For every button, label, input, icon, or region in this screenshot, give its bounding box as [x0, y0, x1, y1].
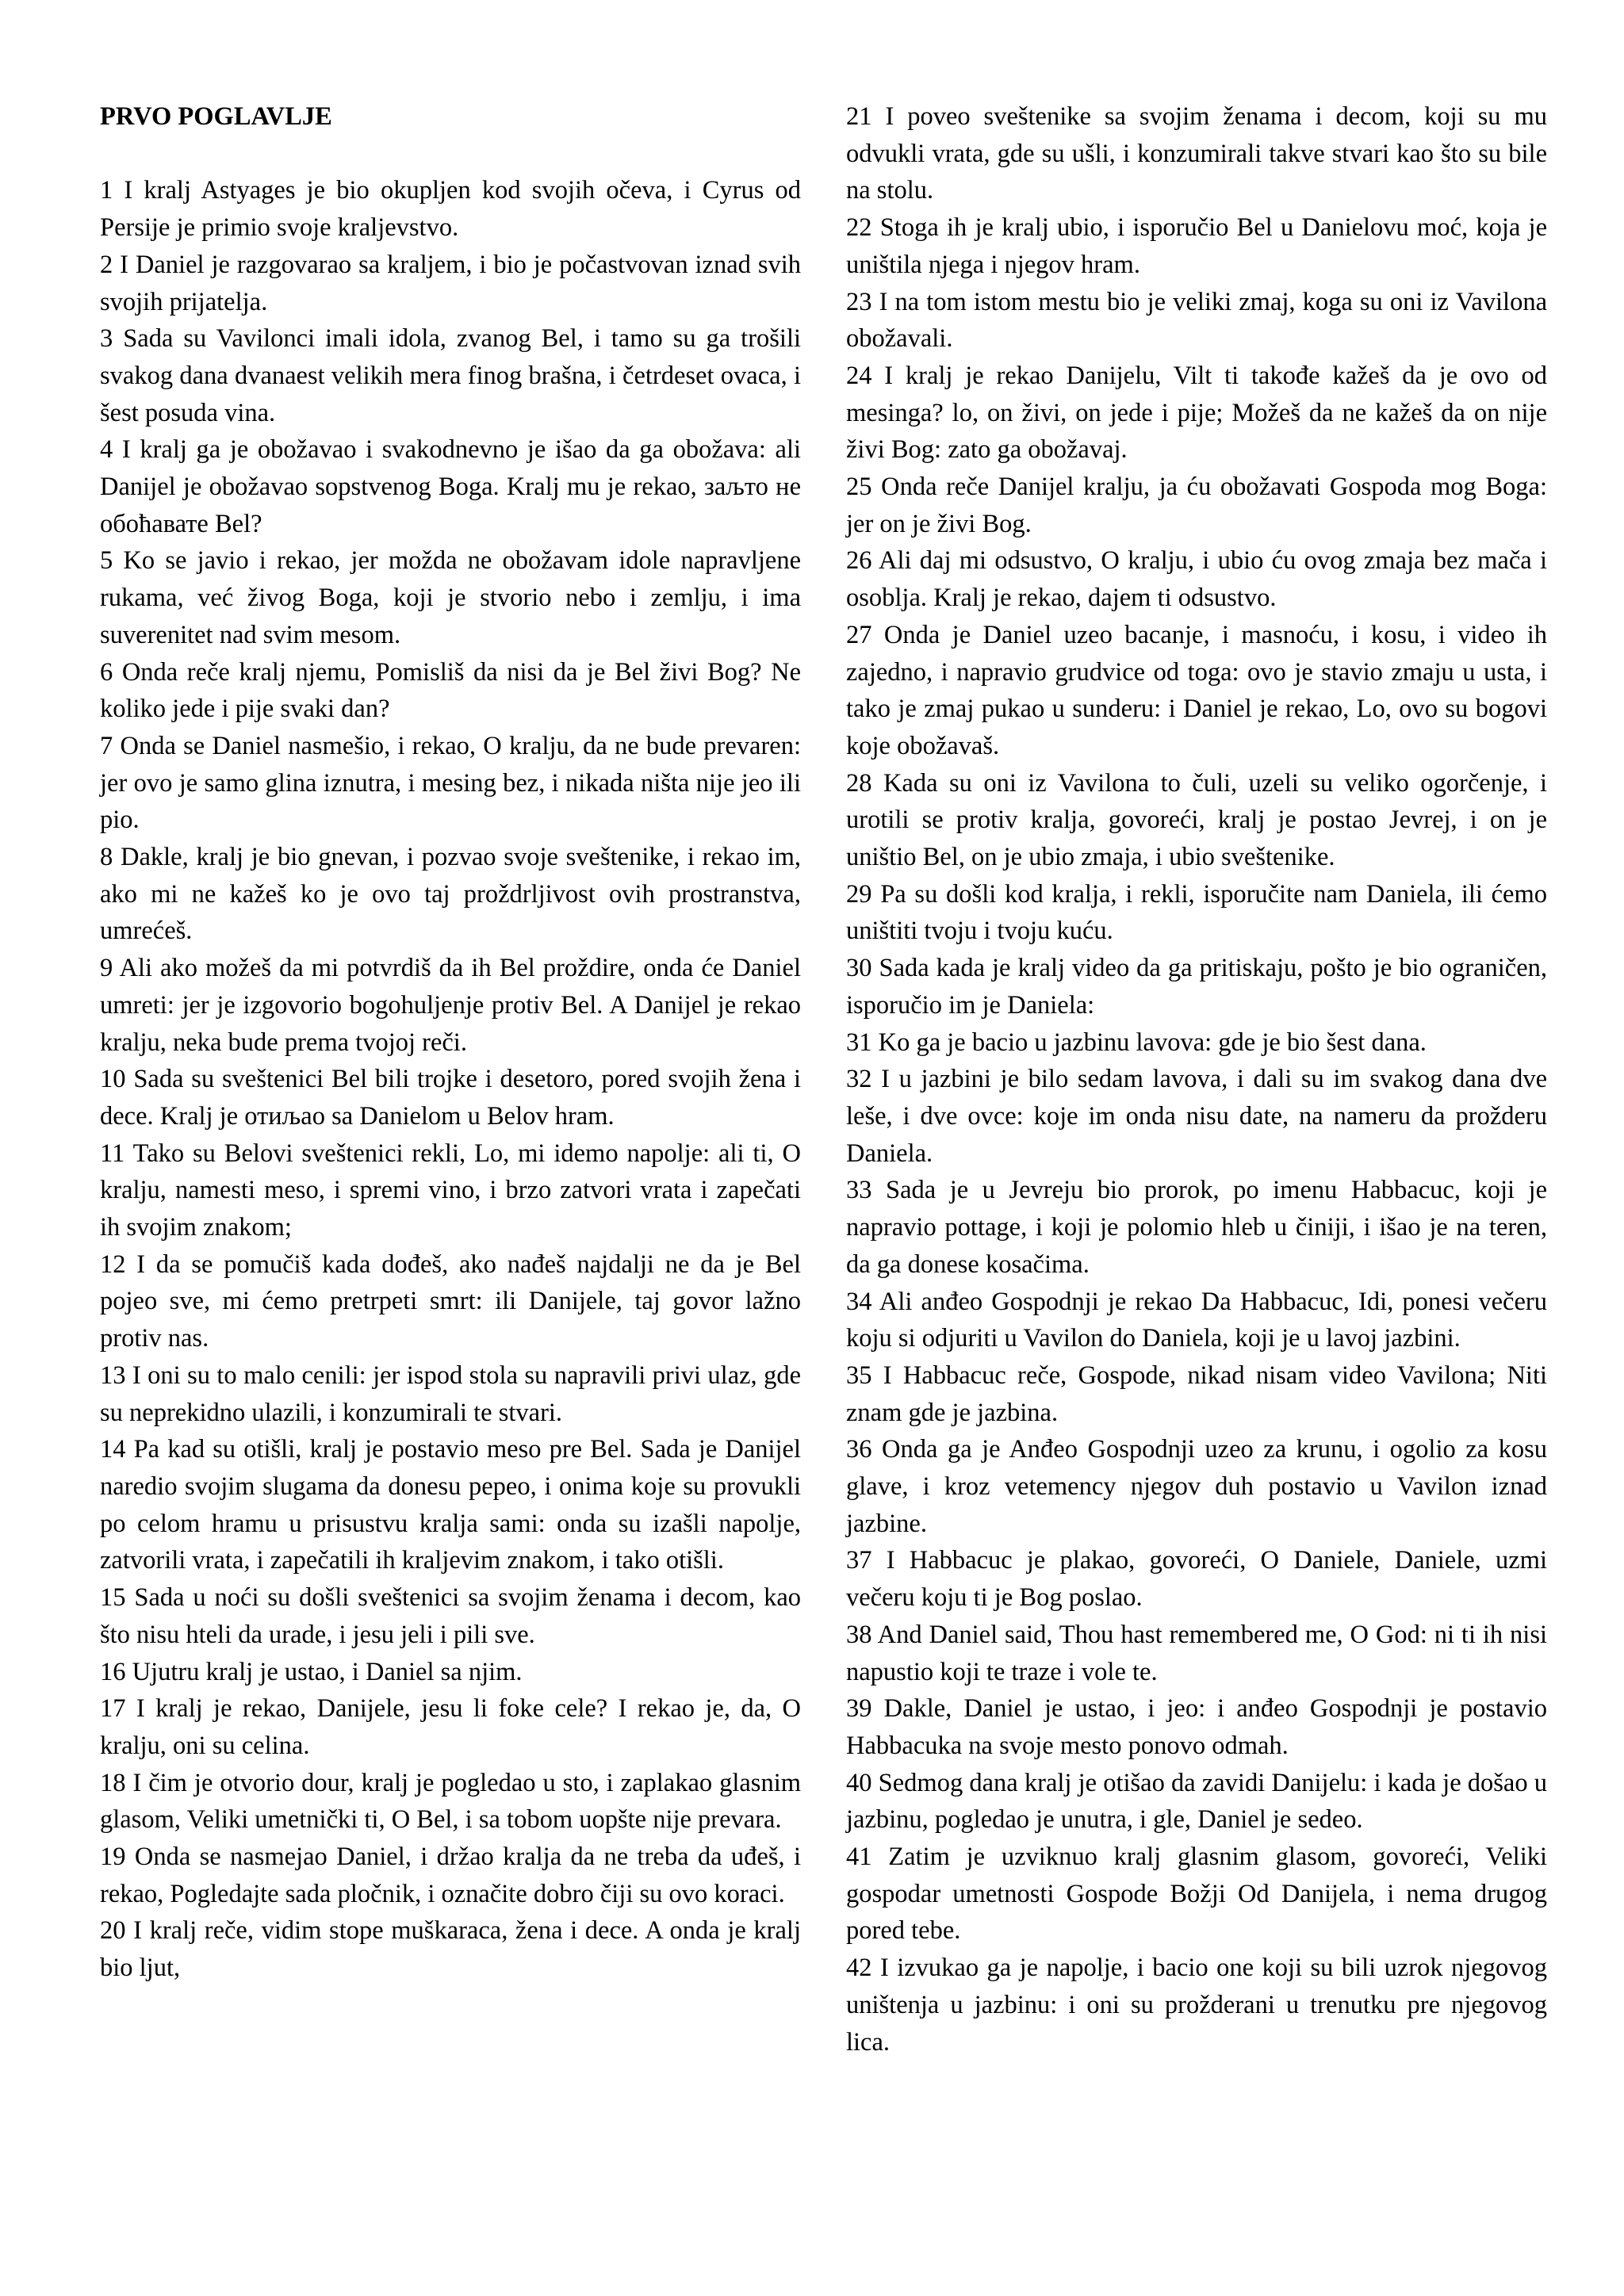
verse-number: 14 [100, 1435, 126, 1464]
verse-number: 9 [100, 954, 113, 983]
verse-text: Zatim je uzviknuo kralj glasnim glasom, govoreći, Veliki gospodar umetnosti Gospode Božji Od Danijela, i nema drugog pored tebe. [846, 1843, 1547, 1946]
verse-text: And Daniel said, Thou hast remembered me, O God: ni ti ih nisi napustio koji te traze i vole te. [846, 1620, 1547, 1686]
verse-number: 13 [100, 1360, 126, 1390]
verse-text: I Habbacuc je plakao, govoreći, O Daniele, Daniele, uzmi večeru koju ti je Bog poslao. [846, 1546, 1547, 1613]
verse-text: Onda je Daniel uzeo bacanje, i masnoću, i kosu, i video ih zajedno, i napravio grudvice od toga: ovo je stavio zmaju u usta, i tako je zmaj pukao u sunderu: i Daniel je rekao, Lo, ovo su bogovi koje obožavaš. [846, 620, 1548, 760]
verse-number: 15 [100, 1583, 126, 1613]
verse-text: I izvukao ga je napolje, i bacio one koji su bili uzrok njegovog uništenja u jazbinu: i oni su prožderani u trenutku pre njegovog lica. [846, 1954, 1548, 2057]
verse-number: 23 [846, 287, 872, 316]
verse-text: Onda ga je Anđeo Gospodnji uzeo za krunu, i ogolio za kosu glave, i kroz vetemency njegov duh postavio u Vavilon iznad jazbine. [846, 1435, 1548, 1538]
verse [100, 247, 801, 320]
verse [100, 1135, 801, 1246]
verse [846, 469, 1547, 542]
verse-text: Onda se Daniel nasmešio, i rekao, O kralju, da ne bude prevaren: jer ovo je samo glina iznutra, i mesing bez, i nikada ništa nije jeo ili pio. [100, 731, 801, 835]
verse-text: Ali daj mi odsustvo, O kralju, i ubio ću ovog zmaja bez mača i osoblja. Kralj je rekao, dajem ti odsustvo. [846, 546, 1547, 613]
verse-text: Sada su Vavilonci imali idola, zvanog Bel, i tamo su ga trošili svakog dana dvanaest velikih mera finog brašna, i četrdeset ovaca, i šest posuda vina. [100, 324, 802, 427]
verse [100, 1912, 801, 1986]
verse-number: 7 [100, 731, 113, 760]
verse [100, 728, 801, 839]
verse [846, 1542, 1547, 1616]
verse-text: Sada je u Jevreju bio prorok, po imenu Habbacuc, koji je napravio pottage, i koji je polomio hleb u činiji, i išao je na teren, da ga donese kosačima. [846, 1176, 1547, 1279]
verse-number: 2 [100, 250, 113, 279]
verse [100, 320, 801, 431]
verse-text: Tako su Belovi sveštenici rekli, Lo, mi idemo napolje: ali ti, O kralju, namesti meso, i spremi vino, i brzo zatvori vrata i zapečati ih svojim znakom; [100, 1138, 801, 1242]
verse-number: 24 [846, 361, 872, 390]
verse-number: 10 [100, 1065, 126, 1094]
verse [846, 876, 1547, 950]
verse-text: Onda se nasmejao Daniel, i držao kralja da ne treba da uđeš, i rekao, Pogledajte sada pločnik, i označite dobro čiji su ovo koraci. [100, 1843, 801, 1908]
verse-text: Pa su došli kod kralja, i rekli, isporučite nam Daniela, ili ćemo uništiti tvoju i tvoju kuću. [846, 879, 1548, 946]
verse [846, 1839, 1547, 1950]
verse-number: 42 [846, 1954, 872, 1983]
verse [846, 98, 1547, 209]
verse [846, 1061, 1547, 1172]
verse-number: 32 [846, 1065, 872, 1094]
verse-number: 36 [846, 1435, 872, 1464]
verse-text: Dakle, kralj je bio gnevan, i pozvao svoje sveštenike, i rekao im, ako mi ne kažeš ko je ovo taj proždrljivost ovih prostranstva, umrećeš. [100, 843, 801, 946]
verse-text: Onda reče Danijel kralju, ja ću obožavati Gospoda mog Boga: jer on je živi Bog. [846, 473, 1547, 538]
verse-number: 40 [846, 1768, 872, 1797]
verse-text: Dakle, Daniel je ustao, i jeo: i anđeo Gospodnji je postavio Habbacuka na svoje mesto ponovo odmah. [846, 1694, 1548, 1760]
verse [846, 209, 1547, 283]
verse [846, 1357, 1547, 1431]
verse-text: I poveo sveštenike sa svojim ženama i decom, koji su mu odvukli vrata, gde su ušli, i konzumirali takve stvari kao što su bile na stolu. [846, 102, 1547, 205]
verse-number: 39 [846, 1694, 872, 1724]
verse-text: I kralj ga je obožavao i svakodnevno je išao da ga obožava: ali Danijel je obožavao sopstvenog Boga. Kralj mu je rekao, заљто не обоћавате Bel? [100, 435, 801, 538]
verse-number: 11 [100, 1138, 125, 1168]
verse [100, 950, 801, 1061]
chapter-heading: PRVO POGLAVLJE [100, 102, 332, 131]
verse-number: 27 [846, 620, 872, 649]
verse-number: 20 [100, 1916, 126, 1946]
verse-text: Ko se javio i rekao, jer možda ne obožavam idole napravljene rukama, već živog Boga, koji je stvorio nebo i zemlju, i ima suverenitet nad svim mesom. [100, 546, 802, 649]
verse-text: I Daniel je razgovarao sa kraljem, i bio je počastvovan iznad svih svojih prijatelja. [100, 250, 801, 316]
verse-number: 30 [846, 954, 872, 983]
verse [846, 358, 1547, 469]
verse-number: 5 [100, 546, 113, 576]
verse-number: 41 [846, 1843, 872, 1872]
verse-number: 4 [100, 435, 113, 465]
verse-text: I kralj Astyages je bio okupljen kod svojih očeva, i Cyrus od Persije je primio svoje kraljevstvo. [100, 176, 802, 243]
verse [846, 765, 1547, 876]
verse [100, 542, 801, 653]
verse-number: 28 [846, 768, 872, 798]
verse-number: 37 [846, 1546, 872, 1575]
verse-number: 29 [846, 879, 872, 909]
verse-text: I čim je otvorio dour, kralj je pogledao u sto, i zaplakao glasnim glasom, Veliki umetnički ti, O Bel, i sa tobom uopšte nije prevara. [100, 1768, 802, 1835]
verse-number: 33 [846, 1176, 872, 1205]
verse [100, 1579, 801, 1653]
verse [846, 1617, 1547, 1690]
verse-text: I Habbacuc reče, Gospode, nikad nisam video Vavilona; Niti znam gde je jazbina. [846, 1360, 1547, 1427]
verse-text: Sedmog dana kralj je otišao da zavidi Danijelu: i kada je došao u jazbinu, pogledao je unutra, i gle, Daniel je sedeo. [846, 1768, 1548, 1835]
verse [100, 1431, 801, 1579]
verse-number: 1 [100, 176, 113, 205]
verse-text: Ko ga je bacio u jazbinu lavova: gde je bio šest dana. [878, 1027, 1427, 1057]
verse [846, 1284, 1547, 1357]
verse-number: 6 [100, 657, 113, 687]
verse-text: Sada u noći su došli sveštenici sa svojim ženama i decom, kao što nisu hteli da urade, i jesu jeli i pili sve. [100, 1583, 801, 1649]
verse-text: Kada su oni iz Vavilona to čuli, uzeli su veliko ogorčenje, i urotili se protiv kralja, govoreći, kralj je postao Jevrej, i on je uništio Bel, on je ubio zmaja, i ubio sveštenike. [846, 768, 1547, 872]
verse-text: Sada su sveštenici Bel bili trojke i desetoro, pored svojih žena i dece. Kralj je отиљао sa Danielom u Belov hram. [100, 1065, 801, 1131]
verse-text: Ujutru kralj je ustao, i Daniel sa njim. [132, 1657, 523, 1686]
right-column [846, 98, 1547, 2061]
verse [100, 839, 801, 950]
verse-number: 19 [100, 1843, 126, 1872]
verse [846, 542, 1547, 616]
verse-text: Sada kada je kralj video da ga pritiskaju, pošto je bio ograničen, isporučio im je Daniela: [846, 954, 1548, 1020]
verse [846, 1172, 1547, 1283]
verse-number: 34 [846, 1287, 872, 1316]
verse-number: 3 [100, 324, 113, 354]
verse [846, 950, 1547, 1024]
verse-number: 21 [846, 102, 872, 131]
verse-number: 38 [846, 1620, 872, 1649]
verse-number: 12 [100, 1249, 126, 1279]
verse [100, 1654, 801, 1691]
verse [100, 1765, 801, 1839]
verse-text: I da se pomučiš kada dođeš, ako nađeš najdalji ne da je Bel pojeo sve, mi ćemo pretrpeti smrt: ili Danijele, taj govor lažno protiv nas. [100, 1249, 802, 1353]
verse-text: Ali ako možeš da mi potvrdiš da ih Bel proždire, onda će Daniel umreti: jer je izgovorio bogohuljenje protiv Bel. A Danijel je rekao kralju, neka bude prema tvojoj reči. [100, 954, 801, 1057]
verse-number: 16 [100, 1657, 126, 1686]
verse-number: 22 [846, 213, 872, 243]
verse [100, 1357, 801, 1431]
verse-text: I kralj je rekao, Danijele, jesu li foke cele? I rekao je, da, O kralju, oni su celina. [100, 1694, 802, 1760]
verse-text: I na tom istom mestu bio je veliki zmaj, koga su oni iz Vavilona obožavali. [846, 287, 1547, 354]
verse [100, 1690, 801, 1764]
verse [846, 1431, 1547, 1542]
verse-number: 25 [846, 473, 872, 502]
verse [846, 617, 1547, 765]
verse-text: Onda reče kralj njemu, Pomisliš da nisi da je Bel živi Bog? Ne koliko jede i pije svaki dan? [100, 657, 801, 724]
verse [846, 1690, 1547, 1764]
verse [100, 172, 801, 246]
left-column [100, 98, 801, 1987]
verse-text: Ali anđeo Gospodnji je rekao Da Habbacuc, Idi, ponesi večeru koju si odjuriti u Vavilon do Daniela, koji je u lavoj jazbini. [846, 1287, 1547, 1353]
right-verse-list [846, 98, 1547, 2061]
verse [100, 1061, 801, 1135]
verse [100, 1246, 801, 1357]
verse-text: I kralj reče, vidim stope muškaraca, žena i dece. A onda je kralj bio ljut, [100, 1916, 801, 1983]
verse [100, 1839, 801, 1912]
left-verse-list [100, 172, 801, 1986]
verse-number: 18 [100, 1768, 126, 1797]
verse [100, 654, 801, 728]
verse [846, 1024, 1547, 1062]
verse-text: Pa kad su otišli, kralj je postavio meso pre Bel. Sada je Danijel naredio svojim slugama da donesu pepeo, i onima koje su provukli po celom hramu u prisustvu kralja sami: onda su izašli napolje, zatvorili vrata, i zapečatili ih kraljevim znakom, i tako otišli. [100, 1435, 802, 1575]
verse-text: Stoga ih je kralj ubio, i isporučio Bel u Danielovu moć, koja je uništila njega i njegov hram. [846, 213, 1547, 279]
verse-text: I kralj je rekao Danijelu, Vilt ti takođe kažeš da je ovo od mesinga? lo, on živi, on jede i pije; Možeš da ne kažeš da on nije živi Bog: zato ga obožavaj. [846, 361, 1548, 465]
verse [846, 284, 1547, 358]
verse-number: 17 [100, 1694, 126, 1724]
verse [846, 1765, 1547, 1839]
verse-number: 31 [846, 1027, 872, 1057]
verse [100, 431, 801, 542]
verse [846, 1950, 1547, 2061]
verse-number: 8 [100, 843, 113, 872]
verse-text: I oni su to malo cenili: jer ispod stola su napravili privi ulaz, gde su neprekidno ulazili, i konzumirali te stvari. [100, 1360, 802, 1427]
verse-text: I u jazbini je bilo sedam lavova, i dali su im svakog dana dve leše, i dve ovce: koje im onda nisu date, na nameru da prožderu Daniela. [846, 1065, 1547, 1168]
verse-number: 26 [846, 546, 872, 576]
verse-number: 35 [846, 1360, 872, 1390]
